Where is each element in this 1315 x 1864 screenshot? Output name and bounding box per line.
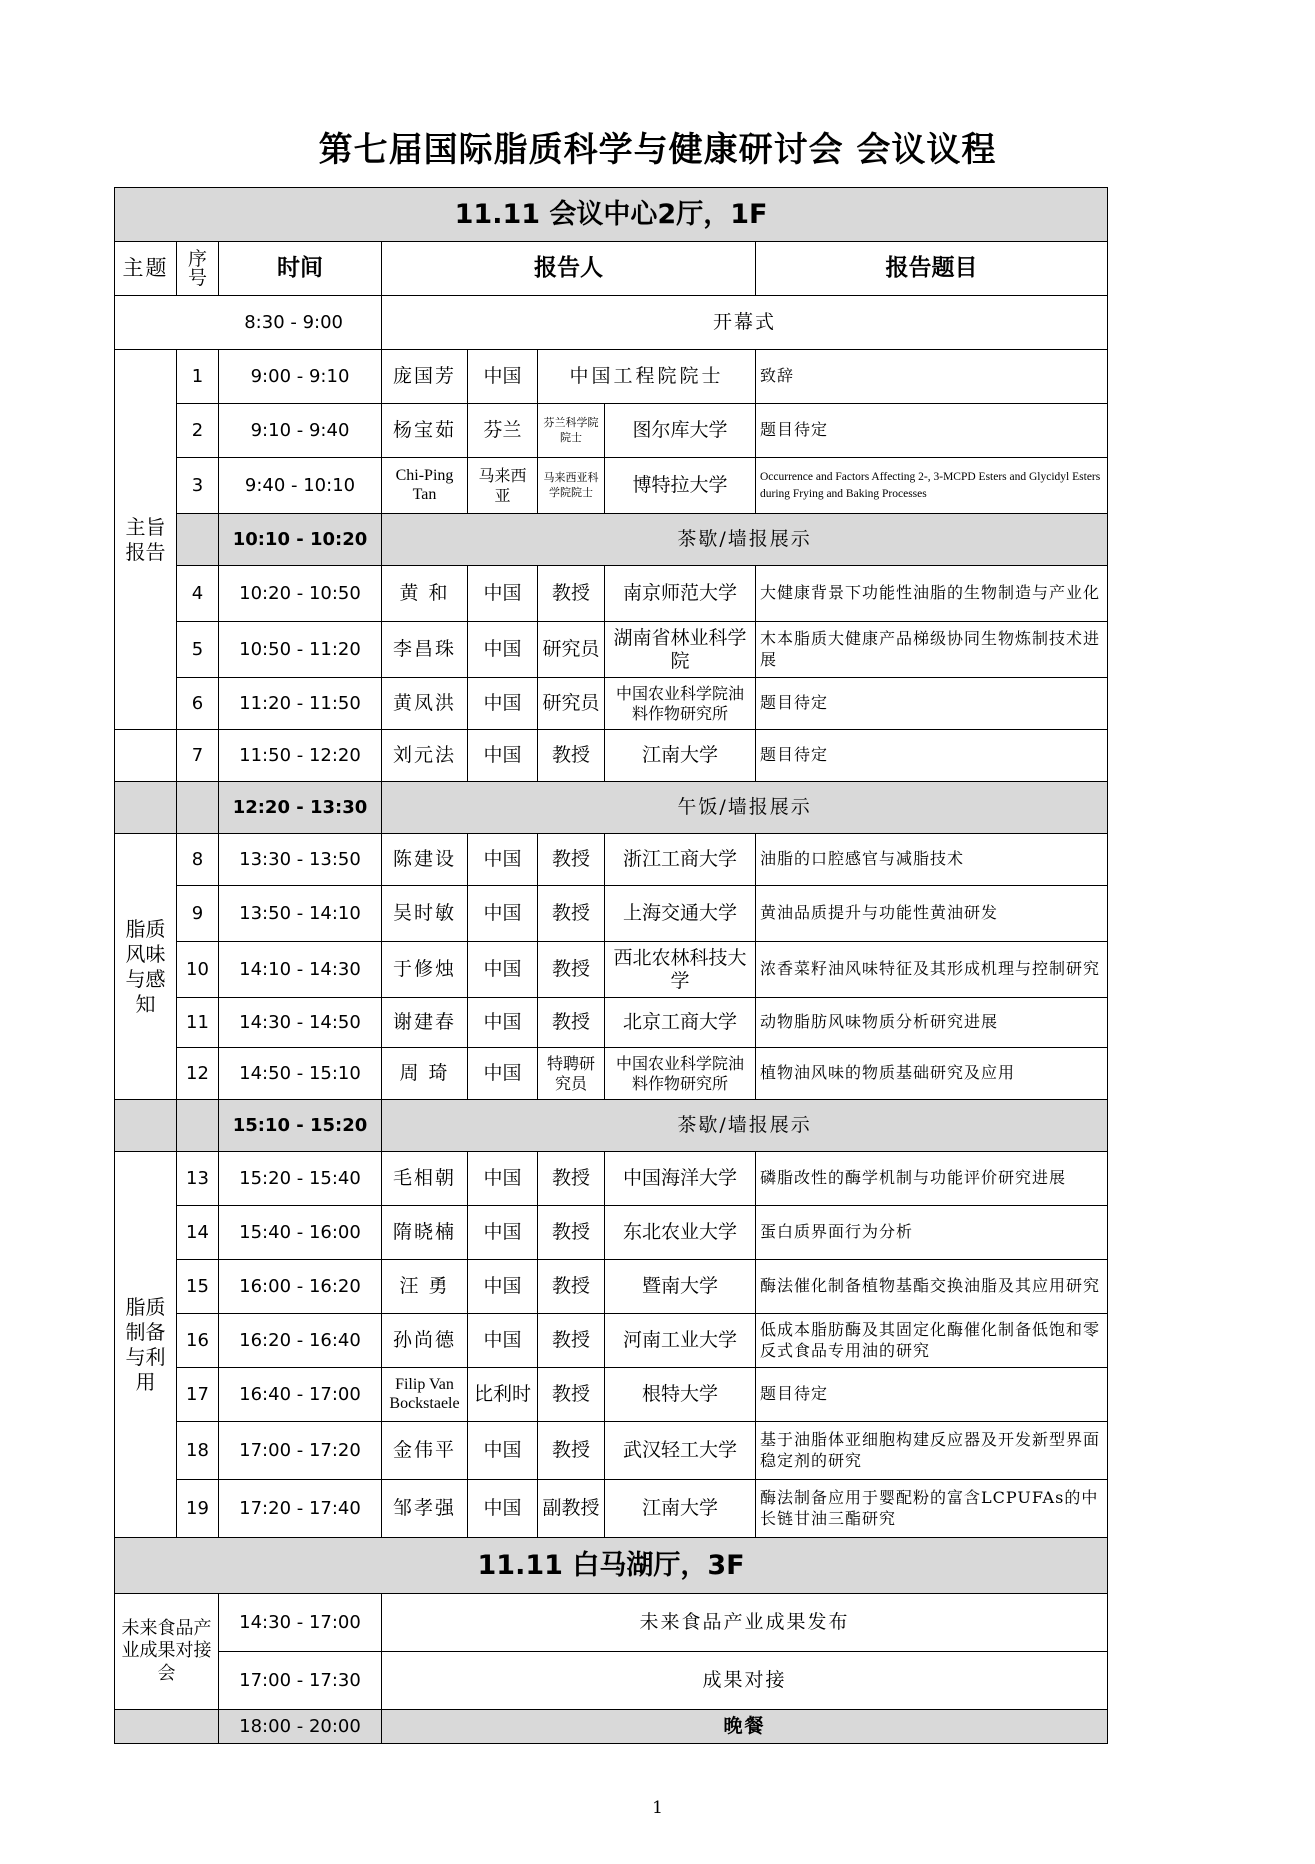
- cell: 中国: [468, 1422, 538, 1480]
- cell: 低成本脂肪酶及其固定化酶催化制备低饱和零反式食品专用油的研究: [756, 1314, 1108, 1368]
- cell: 周 琦: [382, 1048, 468, 1100]
- table-row: [115, 942, 1108, 998]
- cell: 9:00 - 9:10: [219, 350, 382, 404]
- cell: 邹孝强: [382, 1480, 468, 1538]
- table-row: [115, 1594, 1108, 1652]
- table-row: [115, 998, 1108, 1048]
- cell: 3: [177, 458, 219, 514]
- cell: 根特大学: [605, 1368, 756, 1422]
- page-title: 第七届国际脂质科学与健康研讨会 会议议程: [318, 130, 997, 170]
- table-row: [115, 566, 1108, 622]
- column-header-row: [115, 242, 1108, 296]
- cell: 18: [177, 1422, 219, 1480]
- theme-future: 未来食品产业成果对接会: [115, 1594, 219, 1710]
- cell: 动物脂肪风味物质分析研究进展: [756, 998, 1108, 1048]
- opening-event: 开幕式: [382, 296, 1108, 350]
- cell: 7: [177, 730, 219, 782]
- cell: 中国: [468, 1206, 538, 1260]
- cell: 浙江工商大学: [605, 834, 756, 886]
- cell: 11:50 - 12:20: [219, 730, 382, 782]
- cell: 题目待定: [756, 730, 1108, 782]
- table-row: [115, 1422, 1108, 1480]
- cell: 基于油脂体亚细胞构建反应器及开发新型界面稳定剂的研究: [756, 1422, 1108, 1480]
- cell: 12:20 - 13:30: [219, 782, 382, 834]
- break-row: [115, 782, 1108, 834]
- cell: 黄 和: [382, 566, 468, 622]
- table-row: [115, 1048, 1108, 1100]
- cell: 8: [177, 834, 219, 886]
- cell: Filip Van Bockstaele: [382, 1368, 468, 1422]
- cell: 16: [177, 1314, 219, 1368]
- cell: 中国: [468, 730, 538, 782]
- table-row: [115, 1152, 1108, 1206]
- cell: 孙尚德: [382, 1314, 468, 1368]
- cell: 毛相朝: [382, 1152, 468, 1206]
- cell: 中国: [468, 1260, 538, 1314]
- cell: 北京工商大学: [605, 998, 756, 1048]
- cell: 教授: [538, 998, 605, 1048]
- theme-prep: 脂质制备与利用: [115, 1152, 177, 1538]
- cell: 中国: [468, 350, 538, 404]
- cell: 10:50 - 11:20: [219, 622, 382, 678]
- cell: 木本脂质大健康产品梯级协同生物炼制技术进展: [756, 622, 1108, 678]
- cell: 教授: [538, 1152, 605, 1206]
- section-title: 11.11 白马湖厅，3F: [115, 1538, 1108, 1594]
- cell: 15:10 - 15:20: [219, 1100, 382, 1152]
- cell: 教授: [538, 1422, 605, 1480]
- cell: 15: [177, 1260, 219, 1314]
- cell: 中国: [468, 1152, 538, 1206]
- cell: 14:50 - 15:10: [219, 1048, 382, 1100]
- table-row: [115, 1368, 1108, 1422]
- cell: 17:20 - 17:40: [219, 1480, 382, 1538]
- cell: 芬兰科学院院士: [538, 404, 605, 458]
- section-header-row: [115, 1538, 1108, 1594]
- cell: 16:20 - 16:40: [219, 1314, 382, 1368]
- cell: 茶歇/墙报展示: [382, 1100, 1108, 1152]
- cell: 研究员: [538, 622, 605, 678]
- cell: 教授: [538, 566, 605, 622]
- cell: 中国: [468, 678, 538, 730]
- cell: 18:00 - 20:00: [219, 1710, 382, 1744]
- section-header-row: [115, 188, 1108, 242]
- cell: 15:40 - 16:00: [219, 1206, 382, 1260]
- cell: 中国海洋大学: [605, 1152, 756, 1206]
- table-row: [115, 1652, 1108, 1710]
- cell: 马来西亚: [468, 458, 538, 514]
- table-row: [115, 458, 1108, 514]
- cell: 大健康背景下功能性油脂的生物制造与产业化: [756, 566, 1108, 622]
- col-time: 时间: [219, 242, 382, 296]
- page-number: 1: [652, 1798, 663, 1818]
- cell: 13:50 - 14:10: [219, 886, 382, 942]
- cell: 14:10 - 14:30: [219, 942, 382, 998]
- cell: 教授: [538, 1206, 605, 1260]
- cell: 教授: [538, 1314, 605, 1368]
- cell: 武汉轻工大学: [605, 1422, 756, 1480]
- cell: 蛋白质界面行为分析: [756, 1206, 1108, 1260]
- theme-flavor: 脂质风味与感知: [115, 834, 177, 1100]
- cell: 博特拉大学: [605, 458, 756, 514]
- cell: 10:20 - 10:50: [219, 566, 382, 622]
- cell: 17:00 - 17:30: [219, 1652, 382, 1710]
- cell: 1: [177, 350, 219, 404]
- cell: 教授: [538, 1368, 605, 1422]
- cell: 上海交通大学: [605, 886, 756, 942]
- cell: 14:30 - 14:50: [219, 998, 382, 1048]
- cell: 16:40 - 17:00: [219, 1368, 382, 1422]
- col-topic: 报告题目: [756, 242, 1108, 296]
- col-seq: 序号: [177, 242, 219, 296]
- cell: 题目待定: [756, 1368, 1108, 1422]
- cell: 浓香菜籽油风味特征及其形成机理与控制研究: [756, 942, 1108, 998]
- cell: 于修烛: [382, 942, 468, 998]
- cell: 中国: [468, 886, 538, 942]
- cell: 题目待定: [756, 678, 1108, 730]
- col-theme: 主题: [115, 242, 177, 296]
- cell: 刘元法: [382, 730, 468, 782]
- cell: 成果对接: [382, 1652, 1108, 1710]
- cell: 9:10 - 9:40: [219, 404, 382, 458]
- cell: 黄油品质提升与功能性黄油研发: [756, 886, 1108, 942]
- cell: 中国农业科学院油料作物研究所: [605, 678, 756, 730]
- cell: 中国工程院院士: [538, 350, 756, 404]
- cell: 5: [177, 622, 219, 678]
- table-row: [115, 1206, 1108, 1260]
- table-row: [115, 350, 1108, 404]
- cell: 隋晓楠: [382, 1206, 468, 1260]
- cell: 酶法催化制备植物基酯交换油脂及其应用研究: [756, 1260, 1108, 1314]
- break-row: [115, 1100, 1108, 1152]
- table-row: [115, 1260, 1108, 1314]
- cell: 教授: [538, 886, 605, 942]
- cell: 庞国芳: [382, 350, 468, 404]
- cell: 谢建春: [382, 998, 468, 1048]
- agenda-table: [114, 187, 1108, 1744]
- cell: 中国: [468, 1314, 538, 1368]
- cell: 芬兰: [468, 404, 538, 458]
- cell: 教授: [538, 942, 605, 998]
- cell: 午饭/墙报展示: [382, 782, 1108, 834]
- cell: 教授: [538, 730, 605, 782]
- cell: 江南大学: [605, 730, 756, 782]
- table-row: [115, 404, 1108, 458]
- cell: 江南大学: [605, 1480, 756, 1538]
- cell: 杨宝茹: [382, 404, 468, 458]
- cell: 15:20 - 15:40: [219, 1152, 382, 1206]
- cell: 暨南大学: [605, 1260, 756, 1314]
- cell: 中国: [468, 1480, 538, 1538]
- cell: 中国: [468, 998, 538, 1048]
- cell: 9: [177, 886, 219, 942]
- cell: 中国: [468, 566, 538, 622]
- cell: 黄凤洪: [382, 678, 468, 730]
- break-row: [115, 514, 1108, 566]
- section-title: 11.11 会议中心2厅，1F: [115, 188, 1108, 242]
- cell: 11: [177, 998, 219, 1048]
- cell: 研究员: [538, 678, 605, 730]
- cell: 东北农业大学: [605, 1206, 756, 1260]
- col-speaker: 报告人: [382, 242, 756, 296]
- cell: 13: [177, 1152, 219, 1206]
- cell: Occurrence and Factors Affecting 2-, 3-MCPD Esters and Glycidyl Esters during Frying and Baking Processes: [756, 458, 1108, 514]
- cell: 晚餐: [382, 1710, 1108, 1744]
- cell: 西北农林科技大学: [605, 942, 756, 998]
- cell: 李昌珠: [382, 622, 468, 678]
- table-row: [115, 1314, 1108, 1368]
- cell: 6: [177, 678, 219, 730]
- cell: 10: [177, 942, 219, 998]
- table-row: [115, 622, 1108, 678]
- cell: 未来食品产业成果发布: [382, 1594, 1108, 1652]
- table-row: [115, 730, 1108, 782]
- cell: 磷脂改性的酶学机制与功能评价研究进展: [756, 1152, 1108, 1206]
- cell: 酶法制备应用于婴配粉的富含LCPUFAs的中长链甘油三酯研究: [756, 1480, 1108, 1538]
- cell: 17: [177, 1368, 219, 1422]
- cell: 陈建设: [382, 834, 468, 886]
- table-row: [115, 886, 1108, 942]
- opening-row: [115, 296, 1108, 350]
- cell: 中国农业科学院油料作物研究所: [605, 1048, 756, 1100]
- cell: 17:00 - 17:20: [219, 1422, 382, 1480]
- cell: 13:30 - 13:50: [219, 834, 382, 886]
- dinner-row: [115, 1710, 1108, 1744]
- cell: 比利时: [468, 1368, 538, 1422]
- cell: 10:10 - 10:20: [219, 514, 382, 566]
- cell: 湖南省林业科学院: [605, 622, 756, 678]
- cell: 教授: [538, 1260, 605, 1314]
- cell: 吴时敏: [382, 886, 468, 942]
- cell: 金伟平: [382, 1422, 468, 1480]
- cell: 特聘研究员: [538, 1048, 605, 1100]
- cell: 致辞: [756, 350, 1108, 404]
- cell: 中国: [468, 834, 538, 886]
- opening-time: 8:30 - 9:00: [115, 296, 382, 350]
- cell: 中国: [468, 1048, 538, 1100]
- cell: 图尔库大学: [605, 404, 756, 458]
- theme-keynote: 主旨报告: [115, 350, 177, 730]
- cell: 南京师范大学: [605, 566, 756, 622]
- cell: 马来西亚科学院院士: [538, 458, 605, 514]
- cell: 4: [177, 566, 219, 622]
- cell: 19: [177, 1480, 219, 1538]
- cell: 植物油风味的物质基础研究及应用: [756, 1048, 1108, 1100]
- cell: 14: [177, 1206, 219, 1260]
- table-row: [115, 678, 1108, 730]
- cell: 9:40 - 10:10: [219, 458, 382, 514]
- cell: 中国: [468, 622, 538, 678]
- table-row: [115, 1480, 1108, 1538]
- cell: 14:30 - 17:00: [219, 1594, 382, 1652]
- cell: 教授: [538, 834, 605, 886]
- cell: Chi-Ping Tan: [382, 458, 468, 514]
- cell: 中国: [468, 942, 538, 998]
- cell: 河南工业大学: [605, 1314, 756, 1368]
- table-row: [115, 834, 1108, 886]
- cell: 副教授: [538, 1480, 605, 1538]
- cell: 2: [177, 404, 219, 458]
- cell: 11:20 - 11:50: [219, 678, 382, 730]
- cell: 茶歇/墙报展示: [382, 514, 1108, 566]
- cell: 题目待定: [756, 404, 1108, 458]
- cell: 16:00 - 16:20: [219, 1260, 382, 1314]
- cell: 油脂的口腔感官与减脂技术: [756, 834, 1108, 886]
- cell: 汪 勇: [382, 1260, 468, 1314]
- cell: 12: [177, 1048, 219, 1100]
